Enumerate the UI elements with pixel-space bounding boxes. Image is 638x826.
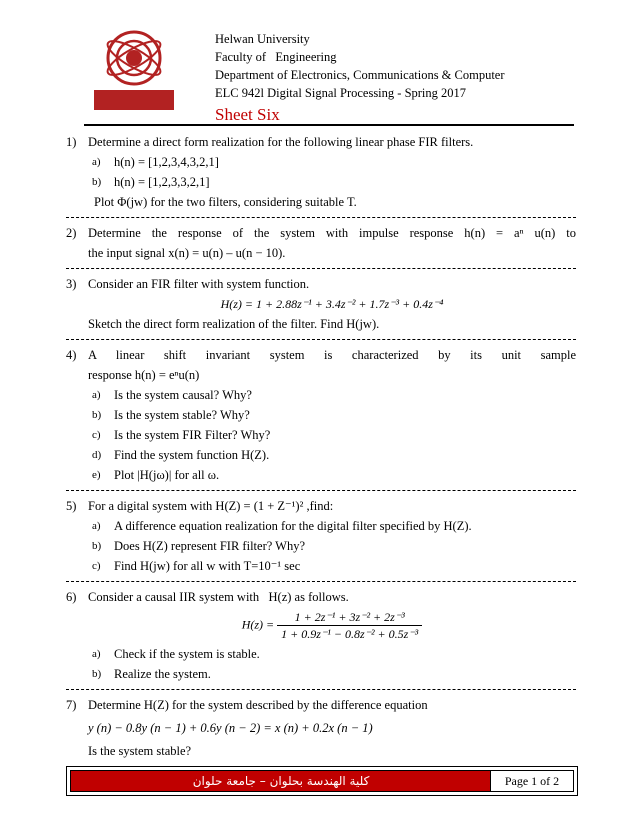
faculty-name: Faculty of Engineering <box>215 50 337 64</box>
question-text: Determine a direct form realization for the following linear phase FIR filters. <box>88 135 474 149</box>
item-text: Is the system FIR Filter? Why? <box>114 428 271 442</box>
q1-item-b <box>66 172 576 192</box>
question-number: 2) <box>66 226 77 240</box>
course-name: ELC 942l Digital Signal Processing - Spring 2017 <box>215 86 467 100</box>
item-text: Is the system stable? Why? <box>114 408 250 422</box>
separator <box>66 490 576 491</box>
question-3 <box>66 274 576 334</box>
q5-item-c <box>66 556 576 576</box>
q6-item-a <box>66 644 576 664</box>
question-number: 1) <box>66 135 77 149</box>
question-4 <box>66 345 576 385</box>
item-letter: a) <box>92 520 101 532</box>
university-logo <box>86 24 182 114</box>
item-letter: b) <box>92 540 102 552</box>
item-letter: e) <box>92 469 101 481</box>
item-text: h(n) = [1,2,3,3,2,1] <box>114 175 210 189</box>
question-list <box>66 132 576 772</box>
document-header <box>215 30 505 124</box>
question-instruction: Is the system stable? <box>88 744 192 758</box>
separator <box>66 217 576 218</box>
question-2 <box>66 223 576 263</box>
q1-item-a <box>66 152 576 172</box>
fraction <box>277 609 422 642</box>
footer-inner <box>70 770 574 792</box>
university-name: Helwan University <box>215 32 310 46</box>
q4-item-d <box>66 445 576 465</box>
item-letter: a) <box>92 648 101 660</box>
question-text: Determine H(Z) for the system described by the difference equation <box>88 698 428 712</box>
question-instruction: Sketch the direct form realization of the filter. Find H(jw). <box>88 317 380 331</box>
question-text-line1: A linear shift invariant system is characterized by its unit sample <box>88 348 576 362</box>
department-name: Department of Electronics, Communications & Computer <box>215 68 505 82</box>
question-text-line1: Determine the response of the system with impulse response h(n) = aⁿ u(n) to <box>88 226 576 240</box>
header-rule <box>84 124 574 126</box>
page-number: Page 1 of 2 <box>490 771 573 791</box>
page-footer <box>66 766 578 796</box>
item-letter: b) <box>92 409 102 421</box>
item-text: h(n) = [1,2,3,4,3,2,1] <box>114 155 219 169</box>
question-number: 4) <box>66 348 77 362</box>
denominator: 1 + 0.9z⁻¹ − 0.8z⁻² + 0.5z⁻³ <box>281 627 419 641</box>
item-letter: c) <box>92 429 101 441</box>
item-text: Plot |H(jω)| for all ω. <box>114 468 220 482</box>
q6-item-b <box>66 664 576 684</box>
question-number: 5) <box>66 499 77 513</box>
transfer-function-equation <box>88 609 576 642</box>
item-text: Check if the system is stable. <box>114 647 260 661</box>
q5-item-b <box>66 536 576 556</box>
q4-item-a <box>66 385 576 405</box>
item-letter: a) <box>92 389 101 401</box>
footer-faculty-arabic: كلية الهندسة بحلوان – جامعة حلوان <box>71 771 491 791</box>
item-text: Is the system causal? Why? <box>114 388 252 402</box>
item-text: Does H(Z) represent FIR filter? Why? <box>114 539 306 553</box>
question-6 <box>66 587 576 642</box>
q1-plot: Plot Φ(jw) for the two filters, considering suitable T. <box>94 195 357 209</box>
system-function-equation: H(z) = 1 + 2.88z⁻¹ + 3.4z⁻² + 1.7z⁻³ + 0.4z⁻⁴ <box>220 297 444 311</box>
equation-lhs: H(z) = <box>241 617 275 632</box>
question-text: For a digital system with H(Z) = (1 + Z⁻¹)² ,find: <box>88 499 334 513</box>
question-text: Consider a causal IIR system with H(z) as follows. <box>88 590 349 604</box>
item-text: A difference equation realization for the digital filter specified by H(Z). <box>114 519 472 533</box>
item-text: Find H(jw) for all w with T=10⁻¹ sec <box>114 559 301 573</box>
sheet-title: Sheet Six <box>215 105 280 124</box>
item-letter: b) <box>92 668 102 680</box>
item-letter: d) <box>92 449 102 461</box>
q4-item-c <box>66 425 576 445</box>
item-text: Realize the system. <box>114 667 211 681</box>
question-5 <box>66 496 576 516</box>
question-text-line2: the input signal x(n) = u(n) – u(n − 10). <box>88 246 286 260</box>
q5-item-a <box>66 516 576 536</box>
question-1 <box>66 132 576 152</box>
q4-item-b <box>66 405 576 425</box>
item-letter: c) <box>92 560 101 572</box>
question-number: 3) <box>66 277 77 291</box>
item-letter: b) <box>92 176 102 188</box>
separator <box>66 689 576 690</box>
question-text: Consider an FIR filter with system function. <box>88 277 310 291</box>
question-text-line2: response h(n) = eⁿu(n) <box>88 368 200 382</box>
question-number: 7) <box>66 698 77 712</box>
separator <box>66 581 576 582</box>
item-text: Find the system function H(Z). <box>114 448 270 462</box>
question-number: 6) <box>66 590 77 604</box>
separator <box>66 339 576 340</box>
q4-item-e <box>66 465 576 485</box>
question-7 <box>66 695 576 761</box>
numerator: 1 + 2z⁻¹ + 3z⁻² + 2z⁻³ <box>277 609 422 626</box>
difference-equation: y (n) − 0.8y (n − 1) + 0.6y (n − 2) = x (n) + 0.2x (n − 1) <box>88 721 373 735</box>
item-letter: a) <box>92 156 101 168</box>
separator <box>66 268 576 269</box>
